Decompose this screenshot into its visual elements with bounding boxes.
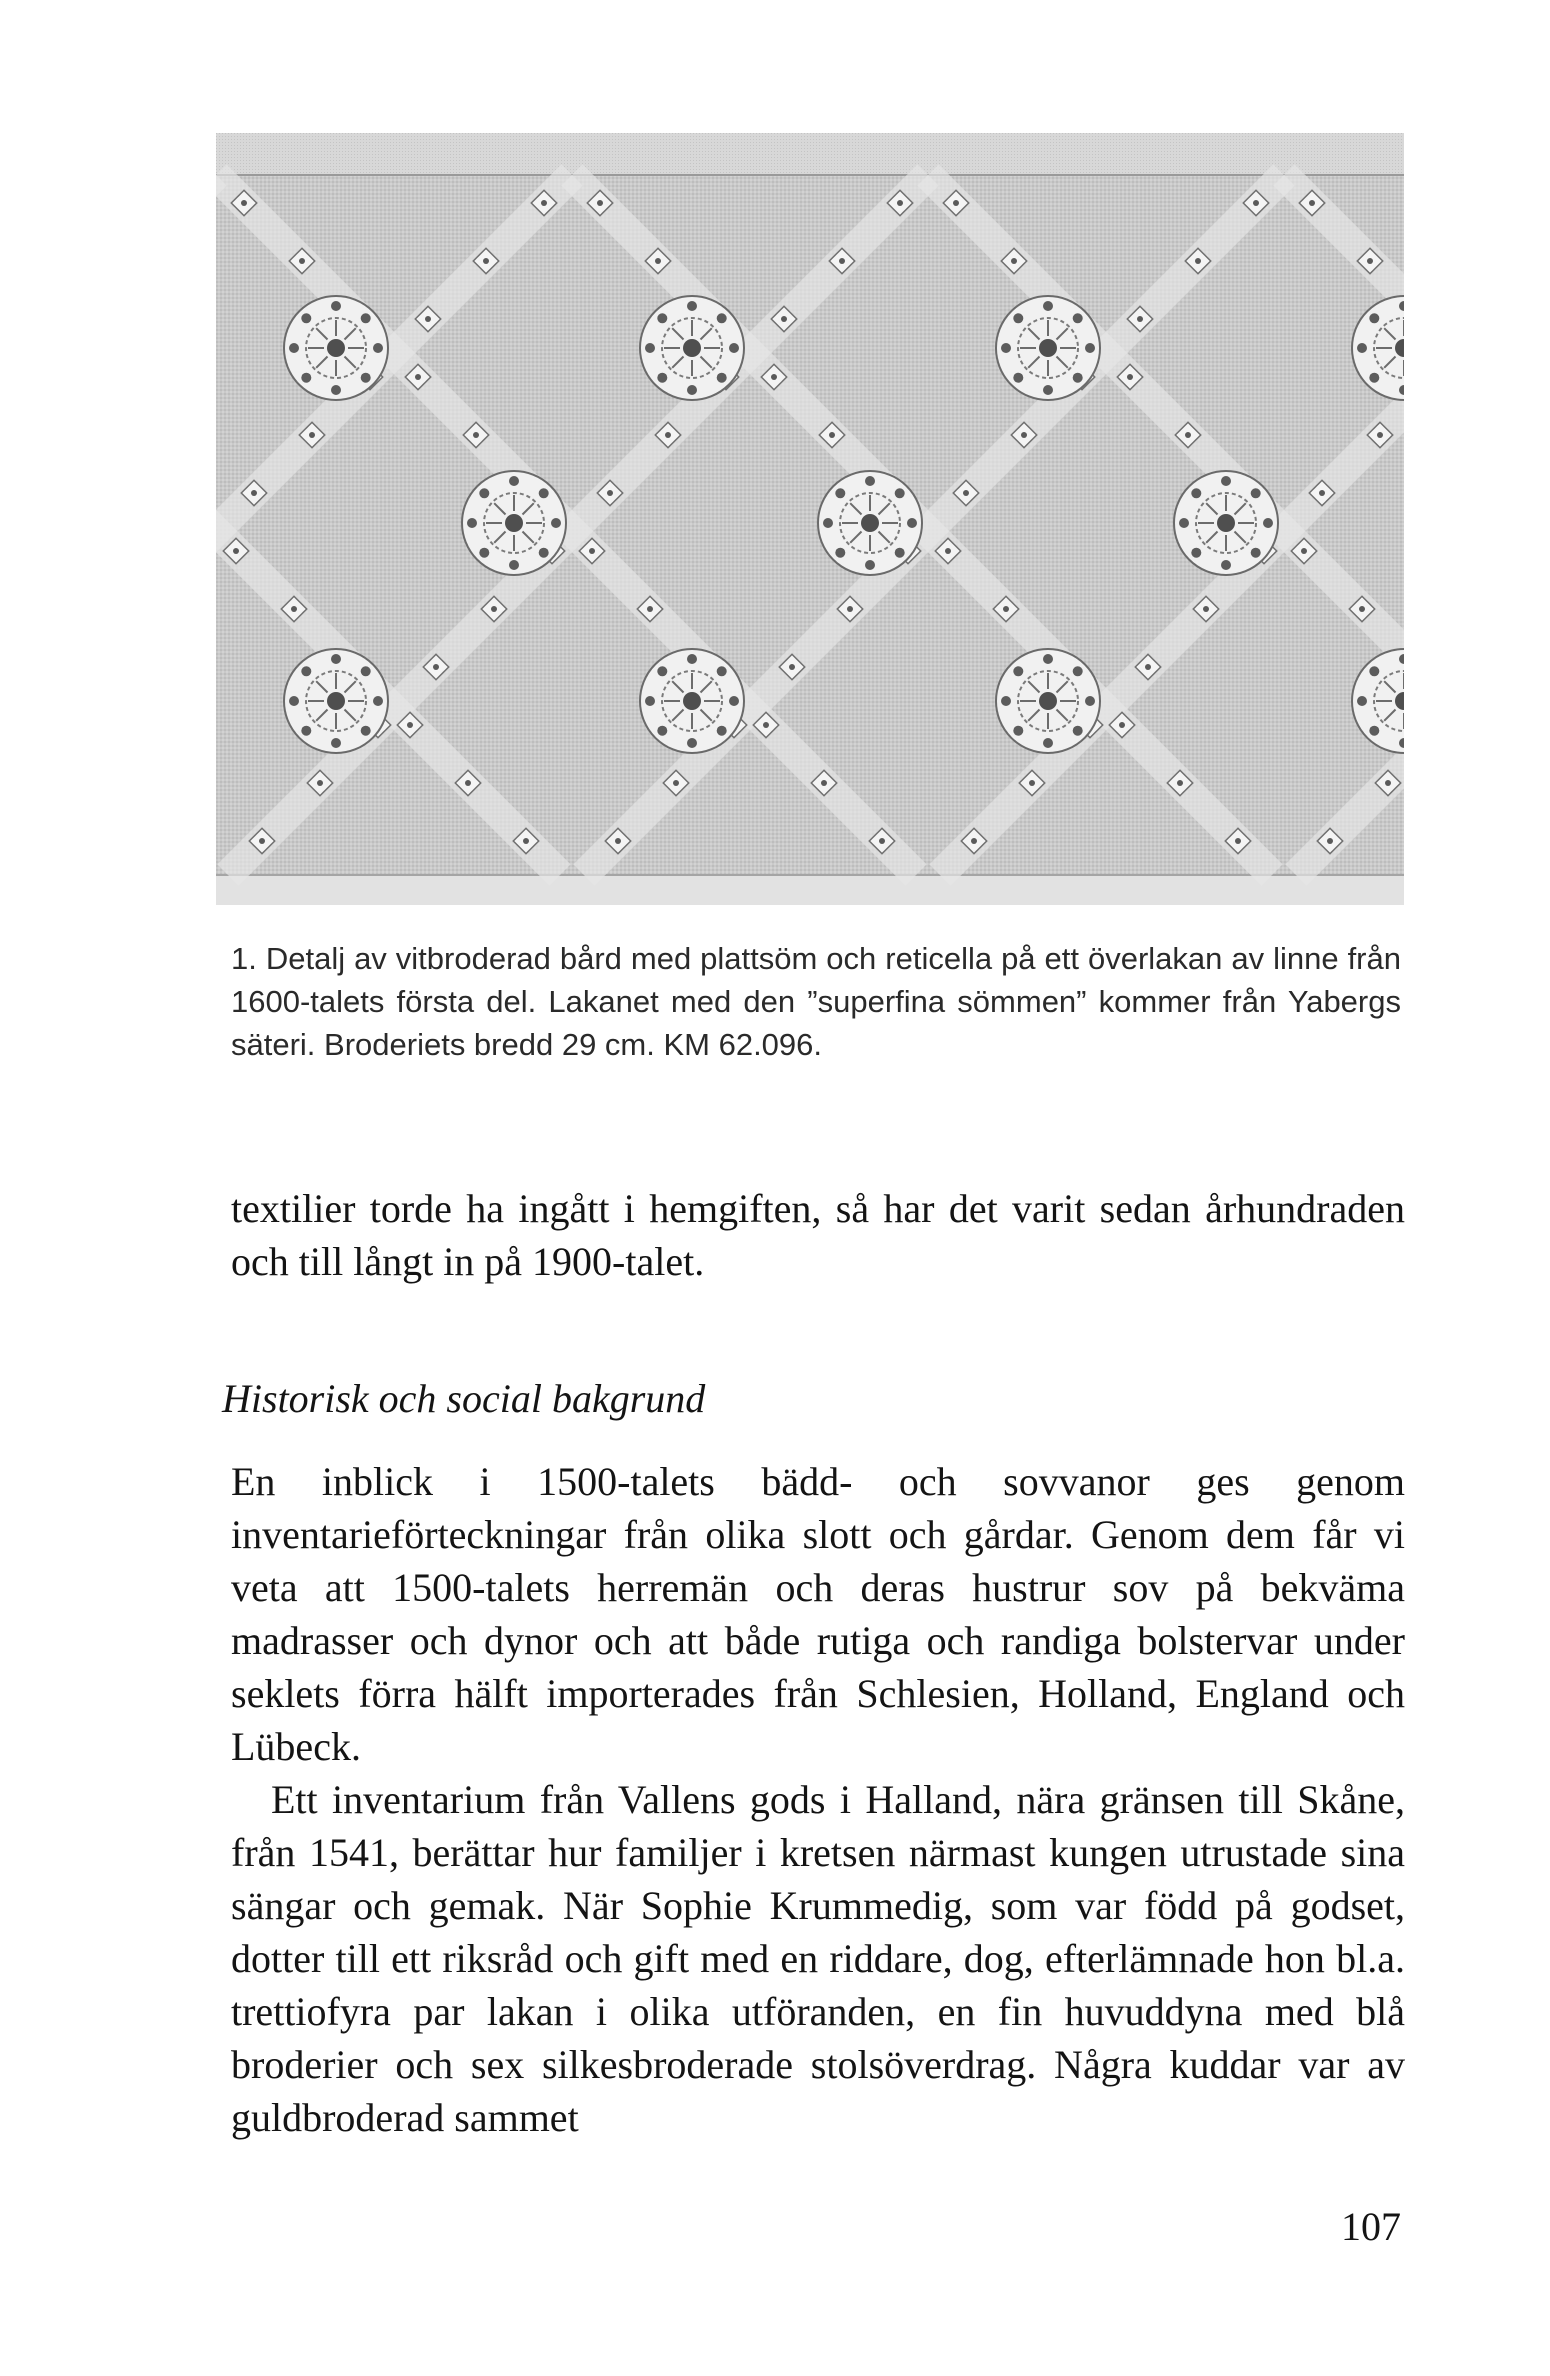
section-heading: Historisk och social bakgrund <box>222 1376 706 1421</box>
caption-text: 1. Detalj av vitbroderad bård med plattsöm och reticella på ett överlakan av linne från 1600-talets första del. Lakanet med den ”superfina sömmen” kommer från Yabergs säteri. Broderiets bredd 29 cm. KM 62.096. <box>231 941 1401 1062</box>
paragraph-1: En inblick i 1500-talets bädd- och sovvanor ges genom inventarieförteckningar från olika slott och gårdar. Genom dem får vi veta att 1500-talets herremän och deras hustrur sov på bekväma madrasser och dynor och att både rutiga och randiga bolstervar under seklets förra hälft importerades från Schlesien, Holland, England och Lübeck. <box>231 1459 1405 1769</box>
figure-caption <box>231 937 1401 1066</box>
page-number: 107 <box>1341 2204 1401 2249</box>
section-body <box>231 1455 1405 2144</box>
paragraph-2: Ett inventarium från Vallens gods i Halland, nära gränsen till Skåne, från 1541, berättar hur familjer i kretsen närmast kungen utrustade sina sängar och gemak. När Sophie Krummedig, som var född på godset, dotter till ett riksråd och gift med en riddare, dog, efterlämnade hon bl.a. trettiofyra par lakan i olika utföranden, en fin huvuddyna med blå broderier och sex silkesbroderade stolsöverdrag. Några kuddar var av guldbroderad sammet <box>231 1777 1405 2140</box>
continued-paragraph <box>231 1182 1405 1288</box>
embroidery-image <box>216 133 1404 905</box>
continued-paragraph-text: textilier torde ha ingått i hemgiften, så har det varit sedan århundraden och till långt in på 1900-talet. <box>231 1186 1405 1284</box>
embroidery-photo <box>216 133 1404 905</box>
